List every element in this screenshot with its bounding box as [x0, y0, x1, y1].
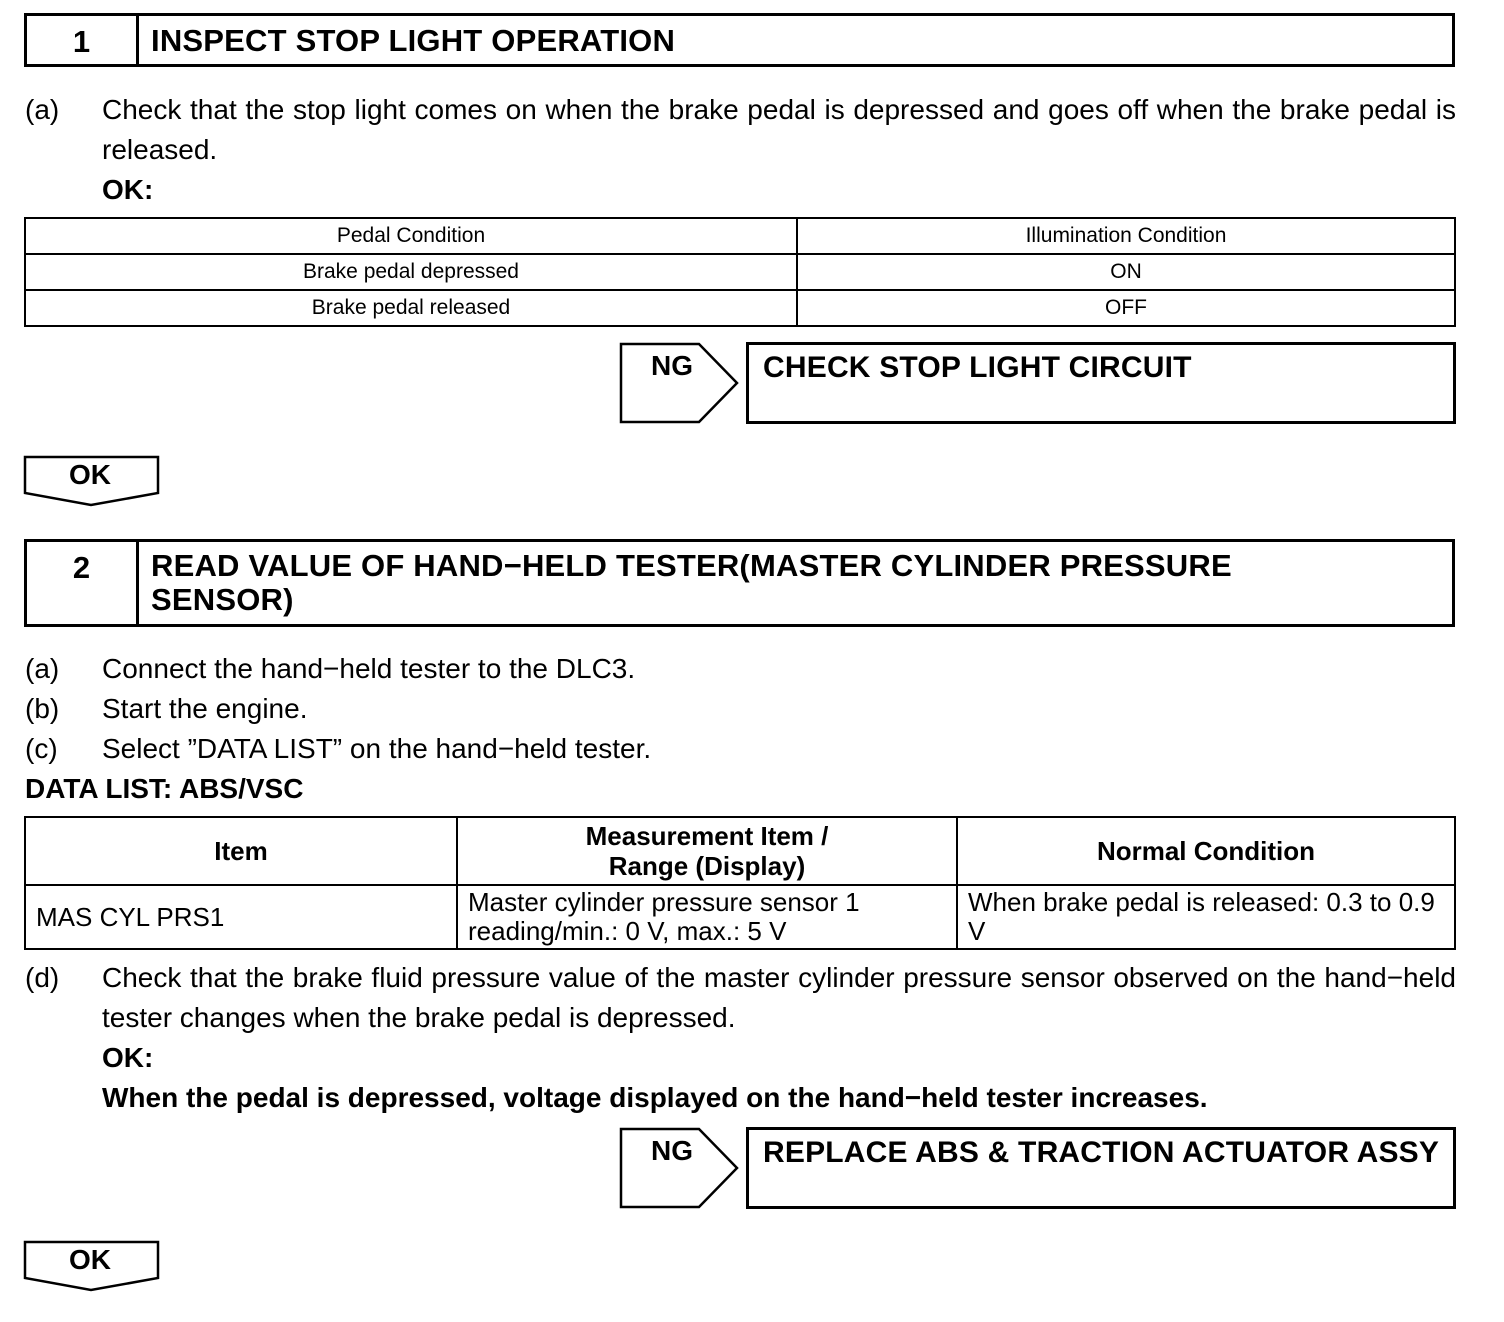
- table-header: [457, 817, 957, 885]
- instruction-text: Start the engine.: [102, 693, 308, 724]
- ng-arrow: [619, 1127, 741, 1209]
- table-header: Illumination Condition: [797, 218, 1455, 254]
- ok-criteria-condition: When the pedal is depressed, voltage displayed on the hand−held tester increases.: [102, 1082, 1208, 1113]
- stop-light-table: [24, 217, 1456, 327]
- instruction-marker: (d): [25, 962, 60, 993]
- table-header-line: Range (Display): [608, 851, 806, 881]
- step-title: [139, 542, 1452, 624]
- table-header: Pedal Condition: [25, 218, 797, 254]
- table-cell: ON: [797, 254, 1455, 290]
- data-list-table: [24, 816, 1456, 950]
- ok-arrow: [23, 1240, 161, 1292]
- ok-criteria-label: OK:: [102, 1042, 154, 1073]
- ok-criteria-label: OK:: [102, 174, 154, 205]
- instruction-marker: (a): [25, 653, 60, 684]
- ng-action-box: REPLACE ABS & TRACTION ACTUATOR ASSY: [746, 1127, 1456, 1209]
- instruction-text: Check that the brake fluid pressure value of the master cylinder pressure sensor observed on the hand−held tester changes when the brake pedal is depressed.: [102, 962, 1456, 1033]
- instruction-marker: (b): [25, 693, 60, 724]
- ng-label: NG: [651, 350, 693, 381]
- table-cell: OFF: [797, 290, 1455, 326]
- table-header: Item: [25, 817, 457, 885]
- ok-arrow-label: OK: [69, 1244, 111, 1275]
- step-1-header: [24, 13, 1455, 67]
- table-header: Normal Condition: [957, 817, 1455, 885]
- data-list-heading: DATA LIST: ABS/VSC: [25, 773, 304, 804]
- instruction-text: Connect the hand−held tester to the DLC3.: [102, 653, 636, 684]
- step-title-line: SENSOR): [151, 582, 294, 617]
- ng-label: NG: [651, 1135, 693, 1166]
- table-cell: When brake pedal is released: 0.3 to 0.9 V: [957, 885, 1455, 949]
- ng-action-box: CHECK STOP LIGHT CIRCUIT: [746, 342, 1456, 424]
- table-header-line: Measurement Item /: [585, 821, 829, 851]
- ok-arrow: [23, 455, 161, 507]
- ng-arrow: [619, 342, 741, 424]
- instruction-text: Check that the stop light comes on when the brake pedal is depressed and goes off when the brake pedal is released.: [102, 94, 1456, 165]
- step-2-header: [24, 539, 1455, 627]
- table-cell: Brake pedal released: [25, 290, 797, 326]
- step-title: INSPECT STOP LIGHT OPERATION: [151, 23, 676, 58]
- step-number: 2: [27, 542, 139, 624]
- instruction-marker: (a): [25, 94, 60, 125]
- step-number: 1: [27, 16, 139, 64]
- ok-arrow-label: OK: [69, 459, 111, 490]
- instruction-text: Select ”DATA LIST” on the hand−held tester.: [102, 733, 652, 764]
- instruction-marker: (c): [25, 733, 58, 764]
- step-title-line: READ VALUE OF HAND−HELD TESTER(MASTER CYLINDER PRESSURE: [151, 548, 1232, 583]
- table-cell: MAS CYL PRS1: [25, 885, 457, 949]
- table-cell: Brake pedal depressed: [25, 254, 797, 290]
- table-cell: Master cylinder pressure sensor 1 reading/min.: 0 V, max.: 5 V: [457, 885, 957, 949]
